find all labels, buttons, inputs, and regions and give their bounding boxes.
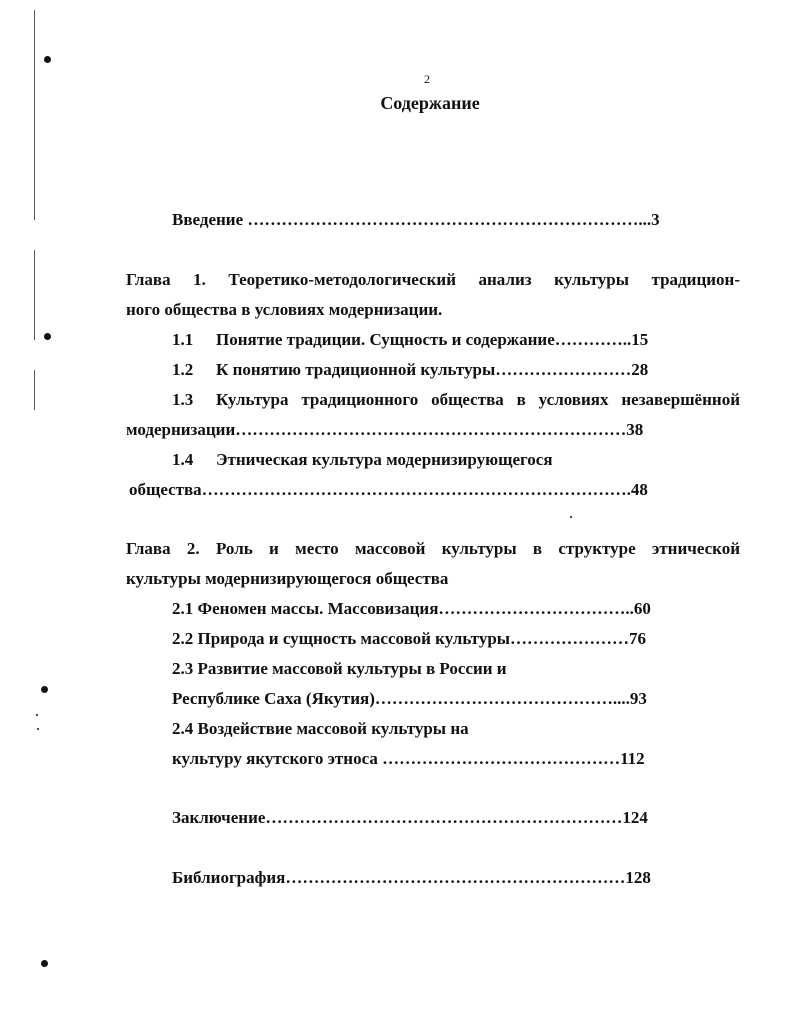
toc-item-number: 1.1 <box>172 330 194 349</box>
scan-edge-line <box>34 370 35 410</box>
chapter2-heading-line1: Глава 2. Роль и место массовой культуры в структуре этнической <box>126 539 740 558</box>
toc-bibliography: Библиография……………………………………………………128 <box>172 868 651 887</box>
toc-introduction: Введение ……………………………………………………………...3 <box>172 210 660 229</box>
page-number: 2 <box>424 72 430 86</box>
toc-item-2-1: 2.1 Феномен массы. Массовизация……………………………..60 <box>172 599 651 618</box>
toc-item-1-2: К понятию традиционной культуры……………………28 <box>216 360 649 379</box>
toc-item-1-4-cont: общества………………………………………………………………….48 <box>129 480 648 499</box>
scan-speck <box>37 728 39 730</box>
toc-item-number: 1.2 <box>172 360 194 379</box>
punch-hole-icon <box>41 686 48 693</box>
page-title: Содержание <box>380 93 480 113</box>
toc-item-2-4-cont: культуру якутского этноса ……………………………………112 <box>172 749 645 768</box>
toc-item-number: 1.4 <box>172 450 194 469</box>
chapter2-heading-line2: культуры модернизирующегося общества <box>126 569 449 588</box>
punch-hole-icon <box>44 56 51 63</box>
toc-item-1-4: Этническая культура модернизирующегося <box>216 450 553 469</box>
toc-item-number: 1.3 <box>172 390 194 409</box>
toc-item-2-4: 2.4 Воздействие массовой культуры на <box>172 719 469 738</box>
punch-hole-icon <box>41 960 48 967</box>
scan-speck <box>36 714 38 716</box>
scan-edge-line <box>34 250 35 340</box>
toc-item-2-2: 2.2 Природа и сущность массовой культуры…………………76 <box>172 629 647 648</box>
chapter1-heading-line2: ного общества в условиях модернизации. <box>126 300 443 319</box>
toc-item-2-3: 2.3 Развитие массовой культуры в России и <box>172 659 507 678</box>
punch-hole-icon <box>44 333 51 340</box>
scan-speck <box>570 516 572 518</box>
chapter1-heading-line1: Глава 1. Теоретико-методологический анализ культуры традицион- <box>126 270 740 289</box>
scan-edge-line <box>34 10 35 220</box>
toc-item-1-1: Понятие традиции. Сущность и содержание…………..15 <box>216 330 649 349</box>
toc-item-1-3: Культура традиционного общества в условиях незавершённой <box>216 390 740 409</box>
toc-item-2-3-cont: Республике Саха (Якутия)……………………………………....93 <box>172 689 647 708</box>
toc-item-1-3-cont: модернизации……………………………………………………………38 <box>126 420 644 439</box>
toc-conclusion: Заключение………………………………………………………124 <box>172 808 648 827</box>
